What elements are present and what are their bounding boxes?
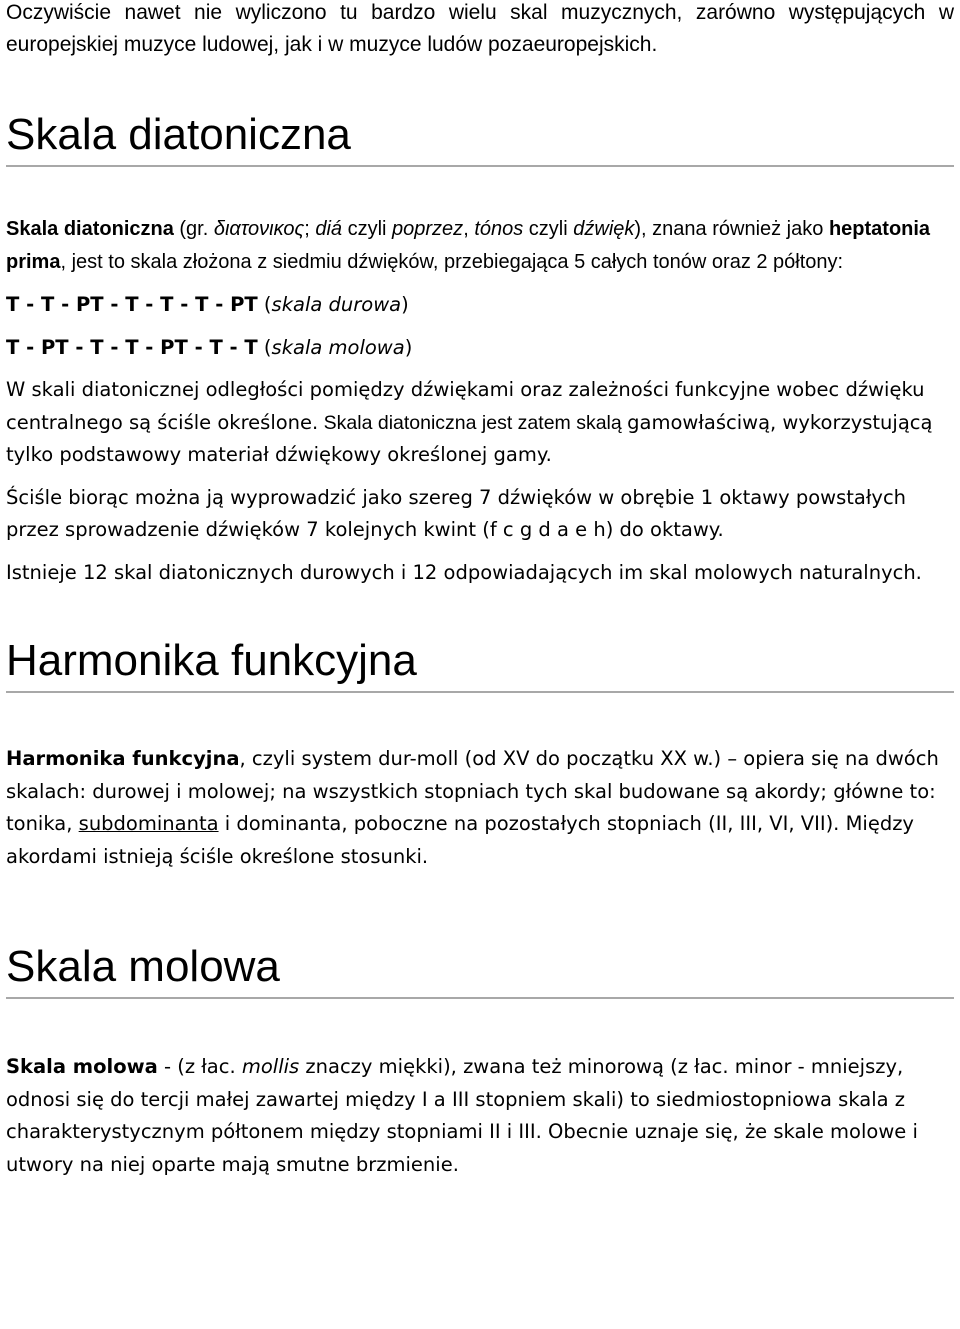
text-span: ;	[304, 218, 316, 240]
text-span: Skala diatoniczna jest zatem skalą	[318, 411, 628, 434]
text-span: czyli	[342, 218, 393, 240]
text-span: , czyli system dur-moll (od XV do początku XX w.) – opiera się na dwóch skalach: durowej i molowej; na wszystkich stopniach tych skal budowane są akordy; główne to: tonika,	[6, 747, 939, 835]
text-span: ), znana również jako	[634, 218, 829, 240]
diatonic-count-paragraph: Istnieje 12 skal diatonicznych durowych i 12 odpowiadających im skal molowych naturalnych.	[6, 560, 922, 584]
term-heptatonia-prima: heptatonia prima	[6, 218, 931, 273]
text-span: czyli	[523, 218, 574, 240]
major-scale-pattern	[6, 289, 954, 322]
term-mollis: mollis	[241, 1055, 300, 1078]
intro-paragraph: Oczywiście nawet nie wyliczono tu bardzo wielu skal muzycznych, zarówno występujących w europejskiej muzyce ludowej, jak i w muzyce ludów pozaeuropejskich.	[6, 1, 954, 56]
link-subdominanta[interactable]: subdominanta	[78, 812, 219, 835]
major-pattern: T - T - PT - T - T - T - PT	[6, 293, 258, 316]
term-skala-diatoniczna: Skala diatoniczna	[6, 218, 174, 240]
molowa-paragraph	[6, 1051, 954, 1181]
text-span: znaczy miękki), zwana też minorową (z łac. minor - mniejszy, odnosi się do tercji małej zawartej między I a III stopniem skali) to siedmiostopniowa skala z charakterystycznym półtonem między stopniami II i III. Obecnie uznaje się, że skale molowe i utwory na niej oparte mają smutne brzmienie.	[6, 1055, 918, 1176]
diatonic-derivation-paragraph: Ściśle biorąc można ją wyprowadzić jako szereg 7 dźwięków w obrębie 1 oktawy powstałych przez sprowadzenie dźwięków 7 kolejnych kwint (f c g d a e h) do oktawy.	[6, 485, 907, 541]
harmonika-paragraph	[6, 743, 954, 873]
text-span: ,	[463, 218, 475, 240]
minor-pattern: T - PT - T - T - PT - T - T	[6, 335, 258, 359]
term-poprzez: poprzez	[392, 218, 464, 240]
text-span: i dominanta, poboczne na pozostałych stopniach (II, III, VI, VII). Między akordami istnieją ściśle określone stosunki.	[6, 812, 914, 868]
text-span: (	[257, 293, 272, 316]
text-span: , jest to skala złożona z siedmiu dźwięków, przebiegająca 5 całych tonów oraz 2 półtony:	[60, 251, 844, 273]
text-span: )	[401, 293, 409, 316]
text-span: (gr.	[173, 218, 214, 240]
text-span: gamowłaściwą, wykorzystującą tylko podstawowy materiał dźwiękowy określonej gamy.	[6, 410, 933, 466]
document-page	[6, 0, 954, 1181]
text-span: (	[257, 335, 272, 359]
heading-skala-molowa: Skala molowa	[6, 941, 954, 999]
minor-scale-pattern	[6, 332, 954, 365]
term-dzwiek: dźwięk	[573, 218, 635, 240]
text-span: W skali diatonicznej odległości pomiędzy dźwiękami oraz zależności funkcyjne wobec dźwięku centralnego są ściśle określone.	[6, 378, 925, 434]
diatonic-distance-paragraph	[6, 374, 954, 472]
minor-scale-label: skala molowa	[271, 335, 405, 359]
diatonic-definition-paragraph	[6, 213, 954, 279]
text-span: )	[404, 335, 413, 359]
term-skala-molowa: Skala molowa	[6, 1055, 158, 1078]
term-dia: diá	[315, 218, 343, 240]
heading-skala-diatoniczna: Skala diatoniczna	[6, 109, 954, 167]
text-span: - (z łac.	[157, 1055, 242, 1078]
heading-harmonika-funkcyjna: Harmonika funkcyjna	[6, 635, 954, 693]
term-harmonika-funkcyjna: Harmonika funkcyjna	[6, 747, 240, 770]
term-tonos: tónos	[474, 218, 524, 240]
major-scale-label: skala durowa	[271, 293, 402, 316]
greek-word: διατονικος	[213, 218, 305, 240]
